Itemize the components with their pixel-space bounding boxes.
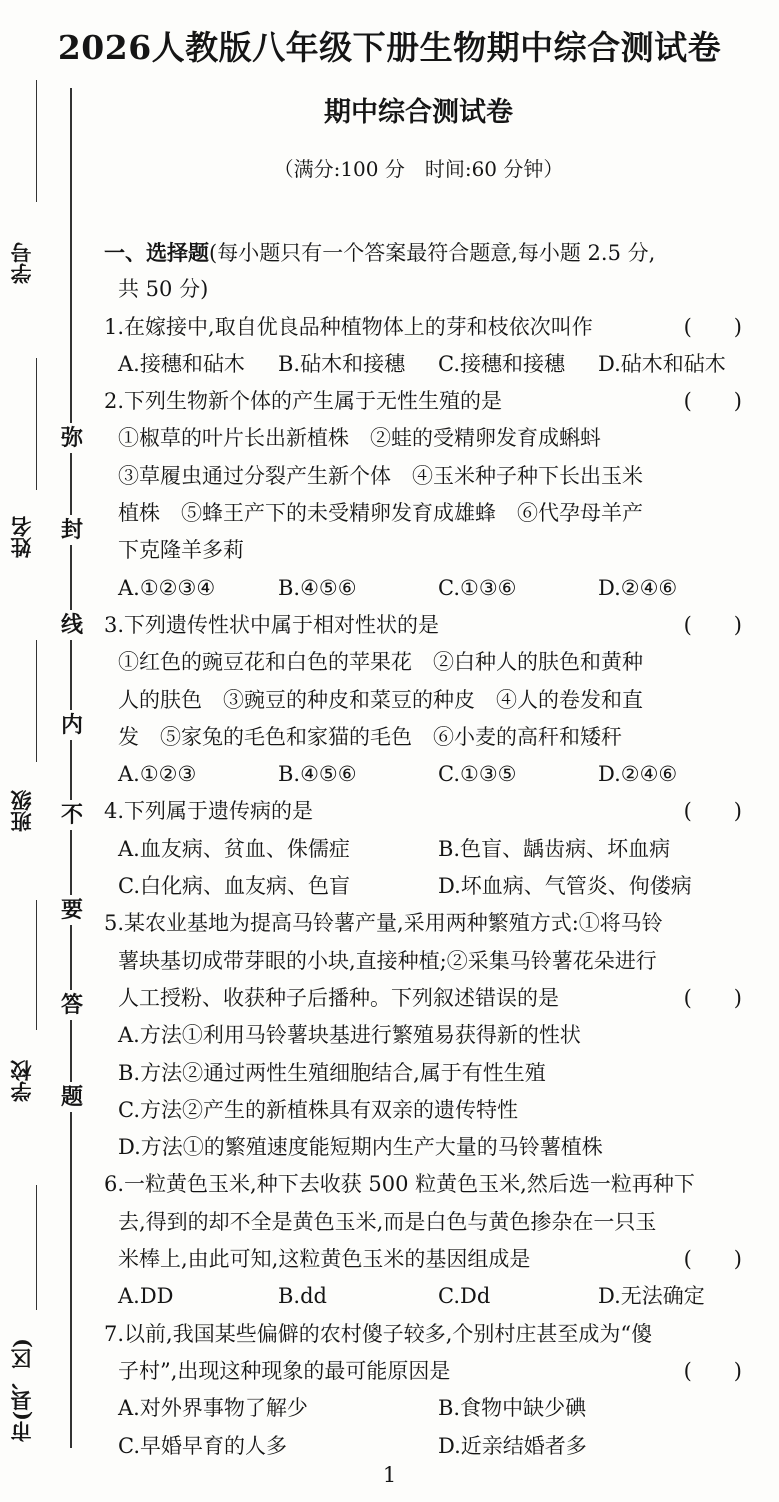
- exam-title: 2026人教版八年级下册生物期中综合测试卷: [57, 28, 722, 67]
- margin-field-name: 姓名: [9, 516, 34, 558]
- question-stem: 2.下列生物新个体的产生属于无性生殖的是 ( ): [104, 383, 760, 420]
- seal-char: 内: [60, 712, 83, 738]
- question-text: 薯块基切成带芽眼的小块,直接种植;②采集马铃薯花朵进行: [118, 948, 657, 973]
- question-text: 米棒上,由此可知,这粒黄色玉米的基因组成是 ( ): [104, 1241, 760, 1278]
- field-underline: [36, 640, 37, 762]
- answer-blank: ( ): [683, 314, 742, 339]
- question-text: 去,得到的却不全是黄色玉米,而是白色与黄色掺杂在一只玉: [118, 1209, 657, 1234]
- question-stem: 3.下列遗传性状中属于相对性状的是 ( ): [104, 607, 760, 644]
- option: C.接穗和接穗: [438, 351, 565, 376]
- seal-char: 线: [60, 612, 83, 638]
- answer-blank: ( ): [683, 612, 742, 637]
- question-stem: 5.某农业基地为提高马铃薯产量,采用两种繁殖方式:①将马铃: [104, 911, 663, 936]
- option: B.食物中缺少碘: [438, 1396, 587, 1421]
- page-number: 1: [382, 1463, 397, 1487]
- option: D.坏血病、气管炎、佝偻病: [438, 874, 692, 899]
- options-row: [104, 346, 760, 383]
- option: C.白化病、血友病、色盲: [118, 874, 350, 899]
- question-text: 下克隆羊多莉: [118, 538, 244, 563]
- score-time-info: （满分:100 分 时间:60 分钟）: [273, 157, 564, 181]
- answer-blank: ( ): [683, 1358, 742, 1383]
- margin-field-school: 学校: [9, 1060, 34, 1102]
- margin-field-class: 班级: [9, 790, 34, 832]
- seal-char: 封: [60, 517, 83, 543]
- question-list: [104, 234, 760, 1465]
- margin-field-city: 市(县、区): [9, 1338, 34, 1442]
- option: B.④⑤⑥: [278, 762, 357, 787]
- seal-char: 不: [60, 802, 83, 828]
- question-stem: 7.以前,我国某些偏僻的农村傻子较多,个别村庄甚至成为“傻: [104, 1321, 653, 1346]
- option: A.DD: [118, 1284, 174, 1309]
- field-underline: [36, 80, 37, 202]
- option: A.①②③: [118, 762, 197, 787]
- options-row: [104, 756, 760, 793]
- options-row: [104, 1278, 760, 1315]
- option: A.接穗和砧木: [118, 351, 245, 376]
- option: C.①③⑥: [438, 575, 517, 600]
- option: B.方法②通过两性生殖细胞结合,属于有性生殖: [118, 1060, 546, 1085]
- seal-char: 答: [60, 992, 83, 1018]
- option: A.对外界事物了解少: [118, 1396, 308, 1421]
- exam-subtitle: 期中综合测试卷: [324, 97, 513, 128]
- option: B.色盲、龋齿病、坏血病: [438, 836, 671, 861]
- margin-field-student-id: 学号: [9, 242, 34, 284]
- options-row: [104, 831, 760, 868]
- section-desc: (每小题只有一个答案最符合题意,每小题 2.5 分,: [209, 241, 656, 265]
- seal-char: 题: [60, 1084, 83, 1110]
- options-row: [104, 868, 760, 905]
- option: D.无法确定: [598, 1284, 705, 1309]
- question-stem: 4.下列属于遗传病的是 ( ): [104, 793, 760, 830]
- answer-blank: ( ): [683, 985, 742, 1010]
- question-text: ③草履虫通过分裂产生新个体 ④玉米种子种下长出玉米: [118, 463, 643, 488]
- option: A.血友病、贫血、侏儒症: [118, 836, 350, 861]
- option: D.砧木和砧木: [598, 351, 726, 376]
- options-row: [104, 1390, 760, 1427]
- field-underline: [36, 1185, 37, 1310]
- section-title: 一、选择题: [104, 240, 209, 265]
- option: D.方法①的繁殖速度能短期内生产大量的马铃薯植株: [118, 1135, 603, 1160]
- answer-blank: ( ): [683, 799, 742, 824]
- option: C.Dd: [438, 1284, 491, 1309]
- option: D.近亲结婚者多: [438, 1433, 587, 1458]
- options-row: [104, 570, 760, 607]
- question-text: ①椒草的叶片长出新植株 ②蛙的受精卵发育成蝌蚪: [118, 426, 601, 451]
- binding-line: [70, 88, 72, 1448]
- option: C.方法②产生的新植株具有双亲的遗传特性: [118, 1097, 518, 1122]
- question-text: 人的肤色 ③豌豆的种皮和菜豆的种皮 ④人的卷发和直: [118, 687, 643, 712]
- question-stem: 1.在嫁接中,取自优良品种植物体上的芽和枝依次叫作 ( ): [104, 309, 760, 346]
- question-text: ①红色的豌豆花和白色的苹果花 ②白种人的肤色和黄种: [118, 650, 643, 675]
- section-desc-cont: 共 50 分): [118, 277, 209, 302]
- question-text: 发 ⑤家兔的毛色和家猫的毛色 ⑥小麦的高秆和矮秆: [118, 724, 622, 749]
- option: A.①②③④: [118, 575, 216, 600]
- seal-char: 弥: [60, 425, 83, 451]
- question-text: 人工授粉、收获种子后播种。下列叙述错误的是 ( ): [104, 980, 760, 1017]
- option: B.④⑤⑥: [278, 575, 357, 600]
- option: D.②④⑥: [598, 575, 678, 600]
- option: C.早婚早育的人多: [118, 1433, 287, 1458]
- option: B.砧木和接穗: [278, 351, 406, 376]
- question-text: 植株 ⑤蜂王产下的未受精卵发育成雄蜂 ⑥代孕母羊产: [118, 501, 643, 526]
- option: C.①③⑤: [438, 762, 517, 787]
- field-underline: [36, 900, 37, 1030]
- answer-blank: ( ): [683, 1247, 742, 1272]
- question-text: 子村”,出现这种现象的最可能原因是 ( ): [104, 1353, 760, 1390]
- question-stem: 6.一粒黄色玉米,种下去收获 500 粒黄色玉米,然后选一粒再种下: [104, 1172, 695, 1197]
- option: D.②④⑥: [598, 762, 678, 787]
- option: A.方法①利用马铃薯块基进行繁殖易获得新的性状: [118, 1023, 581, 1048]
- option: B.dd: [278, 1284, 327, 1309]
- answer-blank: ( ): [683, 389, 742, 414]
- field-underline: [36, 358, 37, 490]
- options-row: [104, 1428, 760, 1465]
- seal-char: 要: [60, 897, 83, 923]
- section-header: [104, 234, 760, 271]
